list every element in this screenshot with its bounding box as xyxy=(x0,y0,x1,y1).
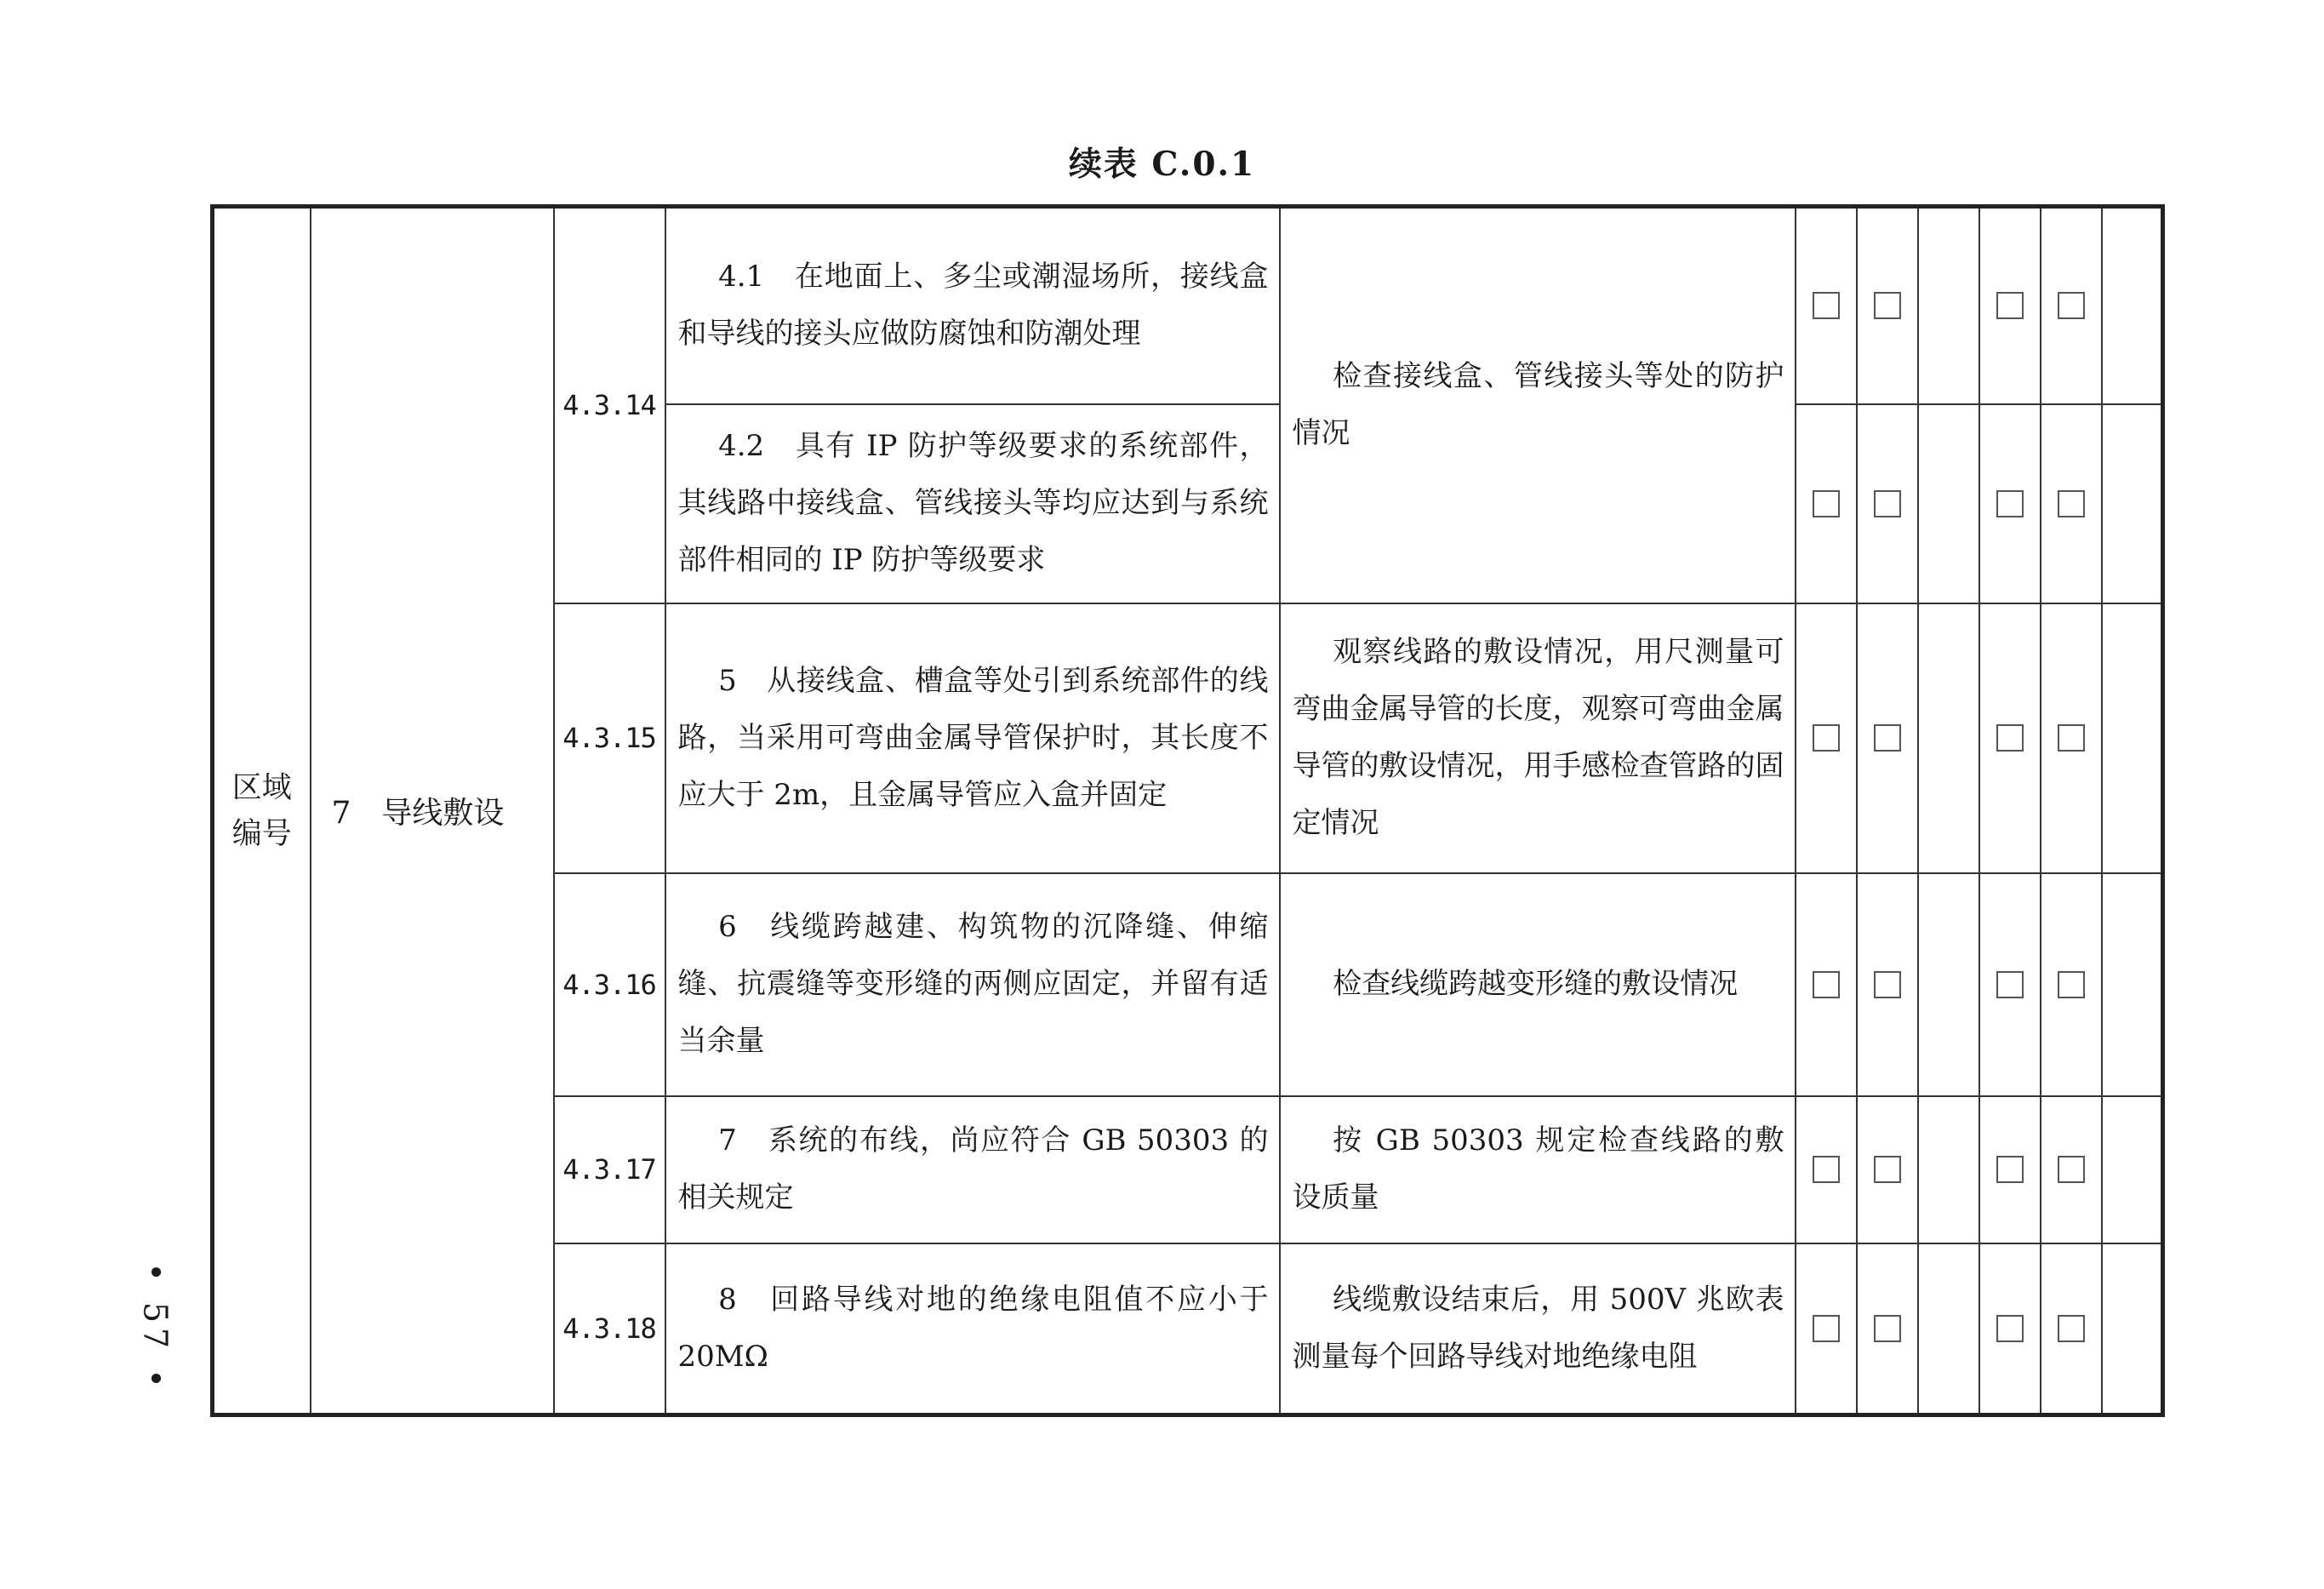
requirement-text-body: 8 回路导线对地的绝缘电阻值不应小于 20MΩ xyxy=(677,1282,1269,1374)
inspection-method xyxy=(1280,1243,1796,1415)
checkbox[interactable] xyxy=(2058,1315,2085,1342)
empty-cell xyxy=(2102,873,2163,1096)
clause-number: 4.3.15 xyxy=(554,603,665,873)
checkbox-cell[interactable] xyxy=(1979,873,2041,1096)
checkbox[interactable] xyxy=(1996,490,2024,517)
section-cell xyxy=(311,207,554,1415)
checkbox-cell[interactable] xyxy=(2041,404,2102,603)
zone-number-cell xyxy=(213,207,311,1415)
checkbox[interactable] xyxy=(1813,490,1840,517)
checkbox-cell[interactable] xyxy=(1979,603,2041,873)
empty-cell xyxy=(1918,1096,1979,1243)
checkbox[interactable] xyxy=(1874,971,1901,998)
empty-cell xyxy=(1918,207,1979,404)
requirement-text-body: 5 从接线盒、槽盒等处引到系统部件的线路，当采用可弯曲金属导管保护时，其长度不应大于 2m，且金属导管应入盒并固定 xyxy=(677,663,1269,812)
inspection-method-body: 按 GB 50303 规定检查线路的敷设质量 xyxy=(1292,1123,1784,1215)
clause-number: 4.3.17 xyxy=(554,1096,665,1243)
inspection-method-body: 观察线路的敷设情况，用尺测量可弯曲金属导管的长度，观察可弯曲金属导管的敷设情况，用手感检查管路的固定情况 xyxy=(1292,635,1784,840)
checkbox[interactable] xyxy=(1874,724,1901,752)
requirement-text-body: 6 线缆跨越建、构筑物的沉降缝、伸缩缝、抗震缝等变形缝的两侧应固定，并留有适当余量 xyxy=(677,910,1269,1058)
checkbox[interactable] xyxy=(1996,292,2024,319)
inspection-method xyxy=(1280,603,1796,873)
inspection-method-body: 检查线缆跨越变形缝的敷设情况 xyxy=(1333,967,1739,1001)
checkbox[interactable] xyxy=(2058,971,2085,998)
empty-cell xyxy=(1918,1243,1979,1415)
checkbox[interactable] xyxy=(1813,1315,1840,1342)
checkbox[interactable] xyxy=(1996,1156,2024,1183)
requirement-text xyxy=(665,873,1280,1096)
page-number xyxy=(109,1260,203,1396)
empty-cell xyxy=(2102,1243,2163,1415)
inspection-method xyxy=(1280,207,1796,603)
checkbox[interactable] xyxy=(1874,490,1901,517)
checkbox-cell[interactable] xyxy=(1979,1243,2041,1415)
checkbox-cell[interactable] xyxy=(2041,873,2102,1096)
checkbox-cell[interactable] xyxy=(1796,873,1857,1096)
empty-cell xyxy=(2102,603,2163,873)
checkbox-cell[interactable] xyxy=(2041,1096,2102,1243)
checkbox-cell[interactable] xyxy=(1796,603,1857,873)
checkbox-cell[interactable] xyxy=(1857,207,1918,404)
inspection-method xyxy=(1280,1096,1796,1243)
empty-cell xyxy=(2102,207,2163,404)
table-row xyxy=(213,207,2163,404)
requirement-text xyxy=(665,603,1280,873)
checkbox-cell[interactable] xyxy=(1857,603,1918,873)
checkbox-cell[interactable] xyxy=(1857,404,1918,603)
inspection-method-body: 检查接线盒、管线接头等处的防护情况 xyxy=(1292,359,1784,451)
requirement-text xyxy=(665,1096,1280,1243)
empty-cell xyxy=(1918,404,1979,603)
section-number: 7 xyxy=(331,796,351,831)
requirement-text-body: 4.1 在地面上、多尘或潮湿场所，接线盒和导线的接头应做防腐蚀和防潮处理 xyxy=(677,260,1269,352)
checkbox[interactable] xyxy=(1874,1156,1901,1183)
checkbox-cell[interactable] xyxy=(1857,873,1918,1096)
empty-cell xyxy=(2102,404,2163,603)
inspection-method-body: 线缆敷设结束后，用 500V 兆欧表测量每个回路导线对地绝缘电阻 xyxy=(1292,1282,1784,1374)
inspection-method xyxy=(1280,873,1796,1096)
checkbox-cell[interactable] xyxy=(2041,207,2102,404)
checkbox[interactable] xyxy=(2058,292,2085,319)
clause-number: 4.3.14 xyxy=(554,207,665,603)
empty-cell xyxy=(1918,603,1979,873)
checkbox-cell[interactable] xyxy=(2041,603,2102,873)
checkbox-cell[interactable] xyxy=(1979,404,2041,603)
section-name: 导线敷设 xyxy=(381,796,505,831)
empty-cell xyxy=(2102,1096,2163,1243)
page-number-text: • 57 • xyxy=(137,1262,174,1393)
zone-label-line2: 编号 xyxy=(231,816,292,851)
clause-number: 4.3.18 xyxy=(554,1243,665,1415)
checkbox-cell[interactable] xyxy=(1979,1096,2041,1243)
checkbox-cell[interactable] xyxy=(1857,1243,1918,1415)
requirement-text xyxy=(665,404,1280,603)
checkbox-cell[interactable] xyxy=(1796,207,1857,404)
checkbox[interactable] xyxy=(2058,724,2085,752)
requirement-text-body: 7 系统的布线，尚应符合 GB 50303 的相关规定 xyxy=(677,1123,1269,1215)
checkbox-cell[interactable] xyxy=(1796,1243,1857,1415)
checkbox-cell[interactable] xyxy=(1857,1096,1918,1243)
checkbox[interactable] xyxy=(1813,724,1840,752)
checkbox[interactable] xyxy=(1874,292,1901,319)
checkbox[interactable] xyxy=(2058,1156,2085,1183)
table-title: 续表 C.0.1 xyxy=(1068,145,1256,184)
checkbox-cell[interactable] xyxy=(1979,207,2041,404)
requirement-text-body: 4.2 具有 IP 防护等级要求的系统部件，其线路中接线盒、管线接头等均应达到与系统部件相同的 IP 防护等级要求 xyxy=(677,429,1269,577)
checkbox[interactable] xyxy=(1996,724,2024,752)
checkbox-cell[interactable] xyxy=(2041,1243,2102,1415)
checkbox[interactable] xyxy=(1813,971,1840,998)
checkbox[interactable] xyxy=(1874,1315,1901,1342)
checkbox[interactable] xyxy=(1996,971,2024,998)
requirement-text xyxy=(665,207,1280,404)
checkbox[interactable] xyxy=(1996,1315,2024,1342)
requirement-text xyxy=(665,1243,1280,1415)
zone-label-line1: 区域 xyxy=(231,770,292,805)
checkbox[interactable] xyxy=(1813,1156,1840,1183)
empty-cell xyxy=(1918,873,1979,1096)
checkbox-cell[interactable] xyxy=(1796,404,1857,603)
clause-number: 4.3.16 xyxy=(554,873,665,1096)
checkbox[interactable] xyxy=(1813,292,1840,319)
checkbox[interactable] xyxy=(2058,490,2085,517)
checkbox-cell[interactable] xyxy=(1796,1096,1857,1243)
inspection-table xyxy=(210,204,2165,1417)
